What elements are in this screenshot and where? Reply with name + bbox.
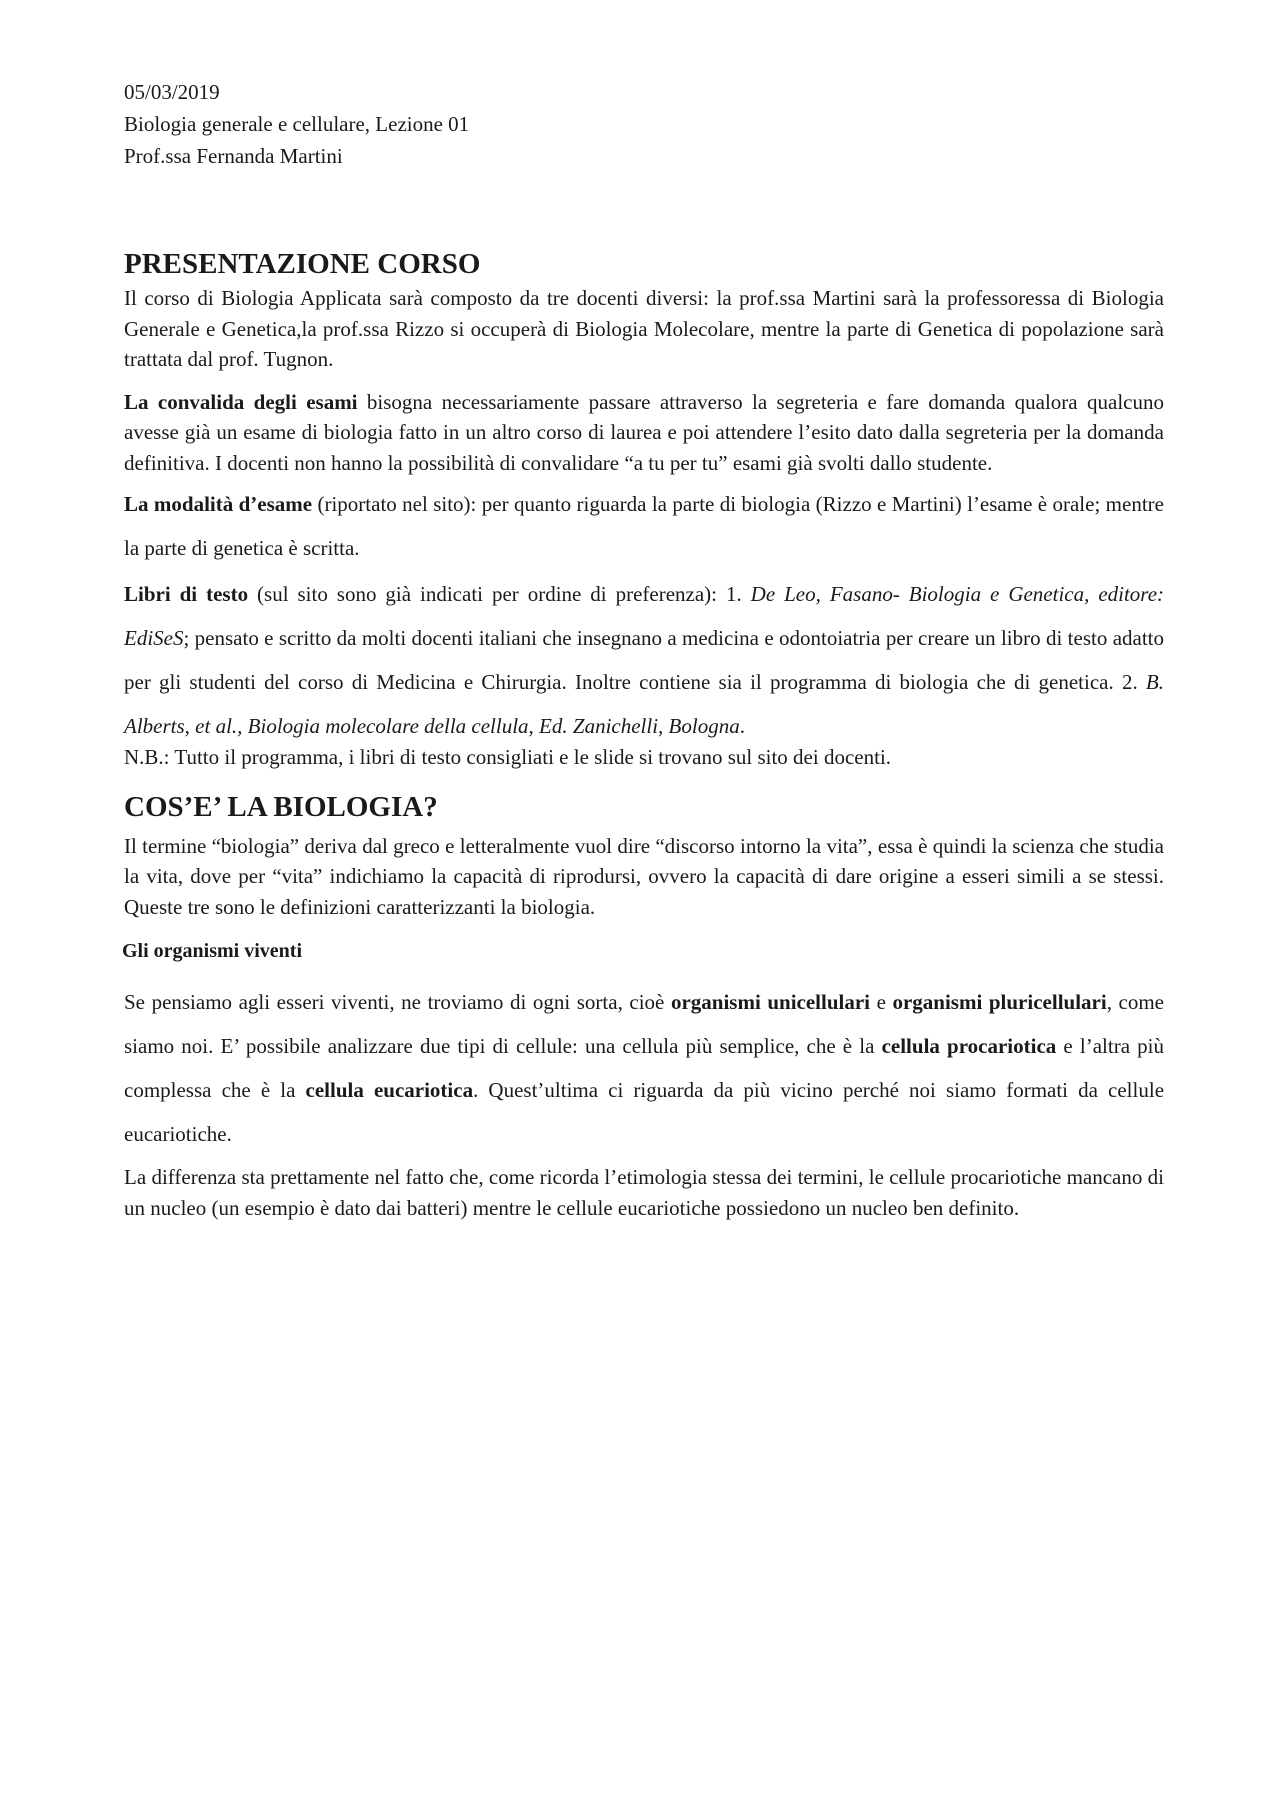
convalida-paragraph xyxy=(124,387,1164,479)
term-procariotica: cellula procariotica xyxy=(881,1034,1057,1058)
libri-text-1: (sul sito sono già indicati per ordine di preferenza): 1. xyxy=(248,582,751,606)
organismi-text-g: e l’altra più complessa che è la xyxy=(124,1034,1164,1102)
organismi-paragraph xyxy=(124,980,1164,1156)
convalida-label: La convalida degli esami xyxy=(124,389,358,414)
intro-text: Il corso di Biologia Applicata sarà composto da tre docenti diversi: la prof.ssa Martini sarà la professoressa di Biologia Generale e Genetica,la prof.ssa Rizzo si occuperà di Biologia Molecolare, mentre la parte di Genetica di popolazione sarà trattata dal prof. Tugnon. xyxy=(124,286,1164,371)
libri-text-2: ; pensato e scritto da molti docenti italiani che insegnano a medicina e odontoiatria per creare un libro di testo adatto per gli studenti del corso di Medicina e Chirurgia. Inoltre contiene sia il programma di biologia che di genetica. 2. xyxy=(124,626,1164,694)
document-page xyxy=(124,76,1164,1223)
libri-paragraph xyxy=(124,572,1164,748)
organismi-text-c: e xyxy=(870,990,893,1014)
section-title-biologia: COS’E’ LA BIOLOGIA? xyxy=(124,790,438,823)
modalita-text: (riportato nel sito): per quanto riguarda la parte di biologia (Rizzo e Martini) l’esame è orale; mentre la parte di genetica è scritta. xyxy=(124,492,1164,560)
libri-book-2: B. Alberts, et al., Biologia molecolare della cellula, Ed. Zanichelli, Bologna xyxy=(124,670,1164,738)
term-pluricellulari: organismi pluricellulari xyxy=(892,990,1107,1014)
modalita-label: La modalità d’esame xyxy=(124,492,313,516)
section-presentazione xyxy=(124,246,1164,773)
lesson-course: Biologia generale e cellulare, Lezione 01 xyxy=(124,112,470,136)
libri-label: Libri di testo xyxy=(124,582,249,606)
subheading-organismi: Gli organismi viventi xyxy=(122,940,302,962)
document-header xyxy=(124,76,1164,172)
biologia-intro-paragraph: Il termine “biologia” deriva dal greco e letteralmente vuol dire “discorso intorno la vita”, essa è quindi la scienza che studia la vita, dove per “vita” indichiamo la capacità di riprodursi, ovvero la capacità di dare origine a esseri simili a se stessi. Queste tre sono le definizioni caratterizzanti la biologia. xyxy=(124,833,1164,919)
libri-book-1: De Leo, Fasano- Biologia e Genetica, editore: EdiSeS xyxy=(124,582,1165,650)
section-biologia xyxy=(124,789,1164,1224)
libri-text-3: . xyxy=(739,714,745,738)
term-eucariotica: cellula eucariotica xyxy=(305,1078,474,1102)
lesson-date: 05/03/2019 xyxy=(124,80,220,104)
section-title-presentazione: PRESENTAZIONE CORSO xyxy=(124,248,481,280)
organismi-text-a: Se pensiamo agli esseri viventi, ne troviamo di ogni sorta, cioè xyxy=(124,990,671,1014)
intro-paragraph xyxy=(124,283,1164,375)
organismi-text-e: , come siamo noi. E’ possibile analizzare due tipi di cellule: una cellula più semplice, che è la xyxy=(124,990,1164,1058)
differenza-paragraph: La differenza sta prettamente nel fatto che, come ricorda l’etimologia stessa dei termini, le cellule procariotiche mancano di un nucleo (un esempio è dato dai batteri) mentre le cellule eucariotiche possiedono un nucleo ben definito. xyxy=(124,1165,1164,1220)
convalida-text: bisogna necessariamente passare attraverso la segreteria e fare domanda qualora qualcuno avesse già un esame di biologia fatto in un altro corso di laurea e poi attendere l’esito dato dalla segreteria per la domanda definitiva. I docenti non hanno la possibilità di convalidare “a tu per tu” esami già svolti dallo studente. xyxy=(124,389,1164,475)
organismi-text-i: . Quest’ultima ci riguarda da più vicino perché noi siamo formati da cellule eucariotiche. xyxy=(124,1078,1165,1146)
term-unicellulari: organismi unicellulari xyxy=(670,990,871,1014)
modalita-paragraph xyxy=(124,482,1164,570)
nb-paragraph: N.B.: Tutto il programma, i libri di testo consigliati e le slide si trovano sul sito dei docenti. xyxy=(124,745,892,769)
lesson-professor: Prof.ssa Fernanda Martini xyxy=(124,144,343,168)
